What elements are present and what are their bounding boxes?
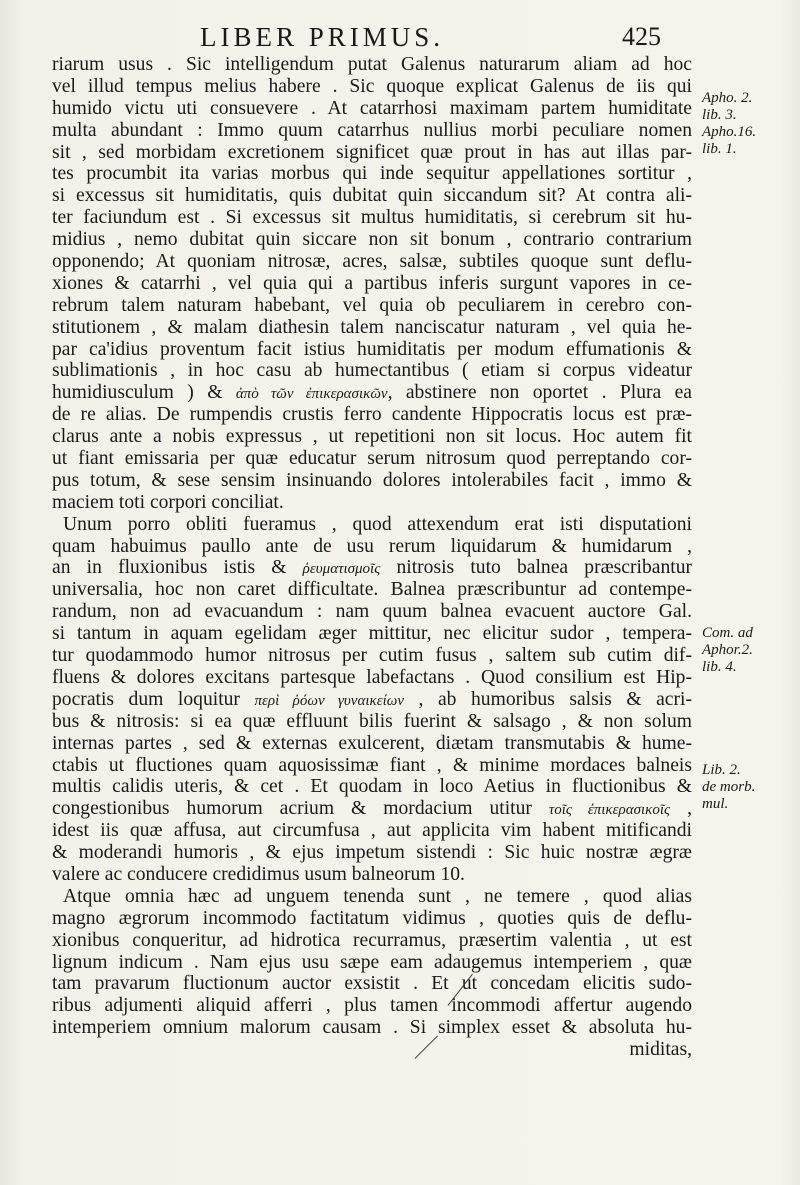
margin-note-line: lib. 4. [702,659,737,675]
text-segment: congestionibus humorum acrium & mordacium utitur [52,798,549,820]
page-number: 425 [622,22,661,51]
text-line: de re alias. De rumpendis crustis ferro candente Hippocratis locus est præ- [52,404,692,426]
text-line: universalia, hoc non caret difficultate. Balnea præscribuntur ad contempe- [52,579,692,601]
text-line: xionibus conqueritur, ad hidrotica recurramus, præsertim valentia , ut est [52,929,692,951]
text-segment: nitrosis tuto balnea præscribantur [380,557,693,579]
text-line: magno ægrorum incommodo factitatum vidimus , quoties quis de deflu- [52,907,692,929]
margin-note [702,762,800,813]
text-line: sit , sed morbidam excretionem significet quæ prout in has aut illas par- [52,141,692,163]
text-line: sublimationis , in hoc casu ab humectantibus ( etiam si corpus videatur [52,360,692,382]
margin-note-line: Aphor.2. [702,642,753,658]
text-line: pus totum, & sese sensim insinuando dolores intolerabiles facit , immo & [52,469,692,491]
text-line: rebrum talem naturam habebant, vel quia ob peculiarem in cerebro con- [52,294,692,316]
text-line: Unum porro obliti fueramus , quod attexendum erat isti disputationi [63,513,692,535]
text-line: quam habuimus paullo ante de usu rerum liquidarum & humidarum , [52,535,692,557]
text-line: idest iis quæ affusa, aut circumfusa , aut applicita vim habent mitificandi [52,820,692,842]
text-line: valere ac conducere credidimus usum balneorum 10. [52,863,465,885]
text-line: tam pravarum fluctionum auctor exsistit . Et ut concedam elicitis sudo- [52,973,692,995]
margin-note-line: Com. ad [702,625,753,641]
text-segment: , abstinere non oportet . Plura ea [387,382,692,404]
text-line: stitutionem , & malam diathesin talem nanciscatur naturam , vel quia he- [52,316,692,338]
text-line: ter faciundum est . Si excessus sit multus humiditatis, si cerebrum sit hu- [52,207,692,229]
text-line: intemperiem omnium malorum causam . Si simplex esset & absoluta hu- [52,1017,692,1039]
body-text [52,54,692,1061]
text-line: maciem toti corpori conciliat. [52,491,284,513]
text-line: par ca'idius proventum facit istius humiditatis per modum effumationis & [52,338,692,360]
text-line [52,798,692,820]
text-line: multa abundant : Immo quum catarrhus nullius morbi peculiare nomen [52,119,692,141]
text-segment: , [670,798,693,820]
text-line: si excessus sit humiditatis, quis dubitat quin siccandum sit? At contra ali- [52,185,692,207]
running-head-title: LIBER PRIMUS. [200,22,445,52]
margin-note-line: mul. [702,796,729,812]
text-segment: pocratis dum loquitur [52,688,255,710]
margin-note [702,90,800,158]
text-line: riarum usus . Sic intelligendum putat Galenus naturarum aliam ad hoc [52,54,692,75]
text-line: ut fiant emissaria per quæ educatur serum nitrosum quod perreptando cor- [52,448,692,470]
text-segment: , ab humoribus salsis & acri- [404,688,692,710]
text-segment: multis calidis uteris, & cet . Et quodam in loco Aetius in fluctionibus & [52,776,692,798]
margin-note-line: lib. 1. [702,141,737,157]
greek-phrase: τοῖς ἐπικερασικοῖς [548,802,671,819]
greek-phrase: ῥευματισμοῖς [302,561,381,578]
text-line: miditas, [629,1039,692,1061]
margin-note-line: de morb. [702,779,756,795]
text-line: ribus adjumenti aliquid afferri , plus tamen incommodi affertur augendo [52,995,692,1017]
text-line: vel illud tempus melius habere . Sic quoque explicat Galenus de iis qui [52,75,692,97]
margin-note-line: Apho. 2. [702,90,753,106]
text-line [52,382,692,404]
text-line [52,557,692,579]
text-line [52,689,692,711]
text-line: clarus ante a nobis expressus , ut repetitioni non sit locus. Hoc autem fit [52,426,692,448]
text-segment: an in fluxionibus istis & [52,557,303,579]
text-line: lignum indicum . Nam ejus usu sæpe eam adaugemus intemperiem , quæ [52,951,692,973]
text-segment: humidiusculum ) & [52,382,236,404]
text-line: randum, non ad evacuandum : nam quum balnea evacuent auctore Gal. [52,601,692,623]
text-line [52,776,692,798]
running-head [0,20,800,54]
margin-note-line: Apho.16. [702,124,757,140]
text-line: opponendo; At quoniam nitrosæ, acres, salsæ, subtiles quoque sunt deflu- [52,251,692,273]
text-line: Atque omnia hæc ad unguem tenenda sunt , ne temere , quod alias [63,885,692,907]
text-line: tes procumbit ita varias morbus qui inde sequitur appellationes sortitur , [52,163,692,185]
greek-phrase: ἀπὸ τῶν ἐπικερασικῶν [235,386,388,403]
text-line: ctabis ut fluctiones quam aquosissimæ fiant , & minime mordaces balneis [52,754,692,776]
text-line: xiones & catarrhi , vel quia qui a partibus inferis surgunt vapores in ce- [52,272,692,294]
text-line: internas partes , sed & externas exulcerent, diætam transmutabis & hume- [52,732,692,754]
text-line: bus & nitrosis: si ea quæ effluunt bilis fuerint & salsago , & non solum [52,710,692,732]
margin-note [702,625,800,676]
margin-note-line: Lib. 2. [702,762,741,778]
text-line: si tantum in aquam egelidam æger mittitur, nec elicitur sudor , tempera- [52,623,692,645]
greek-phrase: περὶ ῥόων γυναικείων [254,692,405,709]
text-line: fluens & dolores excitans partesque labefactans . Quod consilium est Hip- [52,666,692,688]
text-line: midius , nemo dubitat quin siccare non sit bonum , contrario contrarium [52,229,692,251]
margin-note-line: lib. 3. [702,107,737,123]
text-line: tur quodammodo humor nitrosus per cutim fusus , saltem sub cutim dif- [52,645,692,667]
text-line: & moderandi humoris , & ejus impetum sistendi : Sic huic nostræ ægræ [52,842,692,864]
text-line: humido victu uti consuevere . At catarrhosi maximam partem humiditate [52,97,692,119]
